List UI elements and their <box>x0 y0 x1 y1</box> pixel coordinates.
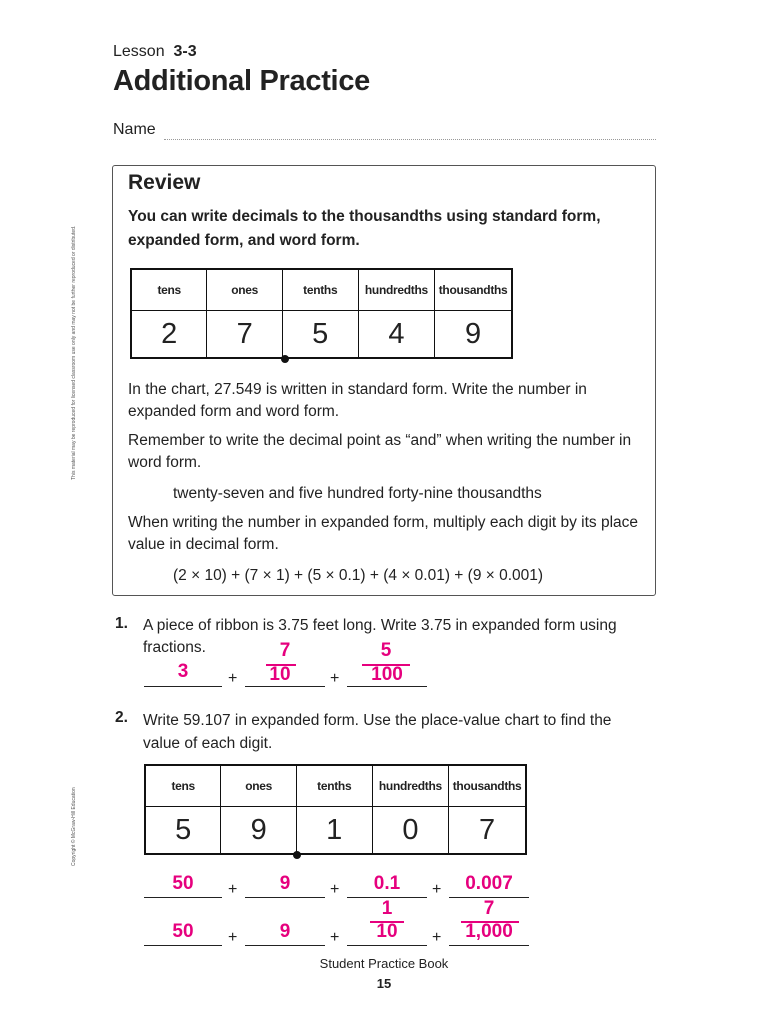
header-thousandths: thousandths <box>435 269 512 311</box>
q1-blank-1[interactable] <box>144 686 222 687</box>
digit-thousandths: 9 <box>435 311 512 359</box>
review-paragraph-2: Remember to write the decimal point as “and” when writing the number in word form. <box>128 432 632 471</box>
question-2-text: Write 59.107 in expanded form. Use the place-value chart to find the value of each digit. <box>143 712 612 752</box>
q2-row1-answer-1: 50 <box>172 873 194 894</box>
q2-row1-blank-1[interactable] <box>144 897 222 898</box>
review-paragraph-1: In the chart, 27.549 is written in standard form. Write the number in expanded form and word form. <box>128 381 587 420</box>
review-paragraph-3: When writing the number in expanded form, multiply each digit by its place value in decimal form. <box>128 514 639 553</box>
question-1-number: 1. <box>115 615 128 632</box>
q1-answer-1: 3 <box>177 661 189 682</box>
lesson-number: 3-3 <box>173 43 197 60</box>
header-hundredths: hundredths <box>358 269 435 311</box>
q2-place-value-chart <box>144 764 527 855</box>
q2-row1-answer-3: 0.1 <box>373 873 401 894</box>
word-form-example: twenty-seven and five hundred forty-nine thousandths <box>173 485 542 502</box>
q2-row2-answer-4-numerator: 7 <box>483 898 495 919</box>
q2-row2-plus-2: + <box>330 929 340 946</box>
q1-plus-2: + <box>330 670 340 687</box>
q2-row1-blank-2[interactable] <box>245 897 325 898</box>
page-title: Additional Practice <box>113 65 370 97</box>
decimal-point-marker <box>293 851 301 859</box>
q2-row2-blank-3[interactable] <box>347 945 427 946</box>
q1-plus-1: + <box>228 670 238 687</box>
copyright-notice: Copyright © McGraw-Hill Education <box>71 787 77 866</box>
q1-answer-2-denominator: 10 <box>269 664 291 685</box>
header-ones: ones <box>207 269 282 311</box>
q2-row2-answer-4-denominator: 1,000 <box>465 921 513 942</box>
digit-hundredths: 4 <box>358 311 435 359</box>
q1-answer-3-numerator: 5 <box>380 640 392 661</box>
digit-thousandths: 7 <box>449 807 526 855</box>
lesson-label: Lesson 3-3 <box>113 43 197 60</box>
footer-book-title: Student Practice Book <box>319 956 449 971</box>
q2-row1-answer-4: 0.007 <box>465 873 513 894</box>
digit-tens: 5 <box>145 807 221 855</box>
q2-row2-plus-1: + <box>228 929 238 946</box>
q2-row2-answer-3-numerator: 1 <box>381 898 393 919</box>
header-thousandths: thousandths <box>449 765 526 807</box>
name-field[interactable] <box>164 139 656 140</box>
review-place-value-chart <box>130 268 513 359</box>
header-tenths: tenths <box>282 269 358 311</box>
q2-row2-blank-4[interactable] <box>449 945 529 946</box>
digit-ones: 7 <box>207 311 282 359</box>
header-ones: ones <box>221 765 296 807</box>
q2-row2-answer-3-denominator: 10 <box>376 921 398 942</box>
header-hundredths: hundredths <box>372 765 449 807</box>
question-1-text: A piece of ribbon is 3.75 feet long. Write 3.75 in expanded form using fractions. <box>143 617 617 656</box>
digit-tenths: 5 <box>282 311 358 359</box>
q1-answer-3-denominator: 100 <box>371 664 403 685</box>
expanded-form-example: (2 × 10) + (7 × 1) + (5 × 0.1) + (4 × 0.01) + (9 × 0.001) <box>173 567 544 584</box>
q2-row1-plus-2: + <box>330 881 340 898</box>
q2-row1-plus-3: + <box>432 881 442 898</box>
header-tens: tens <box>145 765 221 807</box>
review-title: Review <box>128 171 201 194</box>
reproduction-notice: This material may be reproduced for licensed classroom use only and may not be further reproduced or distributed. <box>71 225 77 480</box>
q1-blank-3[interactable] <box>347 686 427 687</box>
digit-tenths: 1 <box>296 807 372 855</box>
q2-row2-plus-3: + <box>432 929 442 946</box>
q1-answer-2-numerator: 7 <box>279 640 291 661</box>
header-tenths: tenths <box>296 765 372 807</box>
q1-blank-2[interactable] <box>245 686 325 687</box>
review-intro: You can write decimals to the thousandths using standard form, expanded form, and word form. <box>128 208 601 249</box>
q2-row2-answer-2: 9 <box>279 921 291 942</box>
decimal-point-marker <box>281 355 289 363</box>
q2-row1-answer-2: 9 <box>279 873 291 894</box>
q2-row1-plus-1: + <box>228 881 238 898</box>
q2-row2-blank-2[interactable] <box>245 945 325 946</box>
header-tens: tens <box>131 269 207 311</box>
digit-hundredths: 0 <box>372 807 449 855</box>
digit-tens: 2 <box>131 311 207 359</box>
digit-ones: 9 <box>221 807 296 855</box>
page-number: 15 <box>376 976 392 991</box>
name-label: Name <box>113 121 156 138</box>
q2-row2-answer-1: 50 <box>172 921 194 942</box>
q2-row2-blank-1[interactable] <box>144 945 222 946</box>
question-2-number: 2. <box>115 709 128 726</box>
